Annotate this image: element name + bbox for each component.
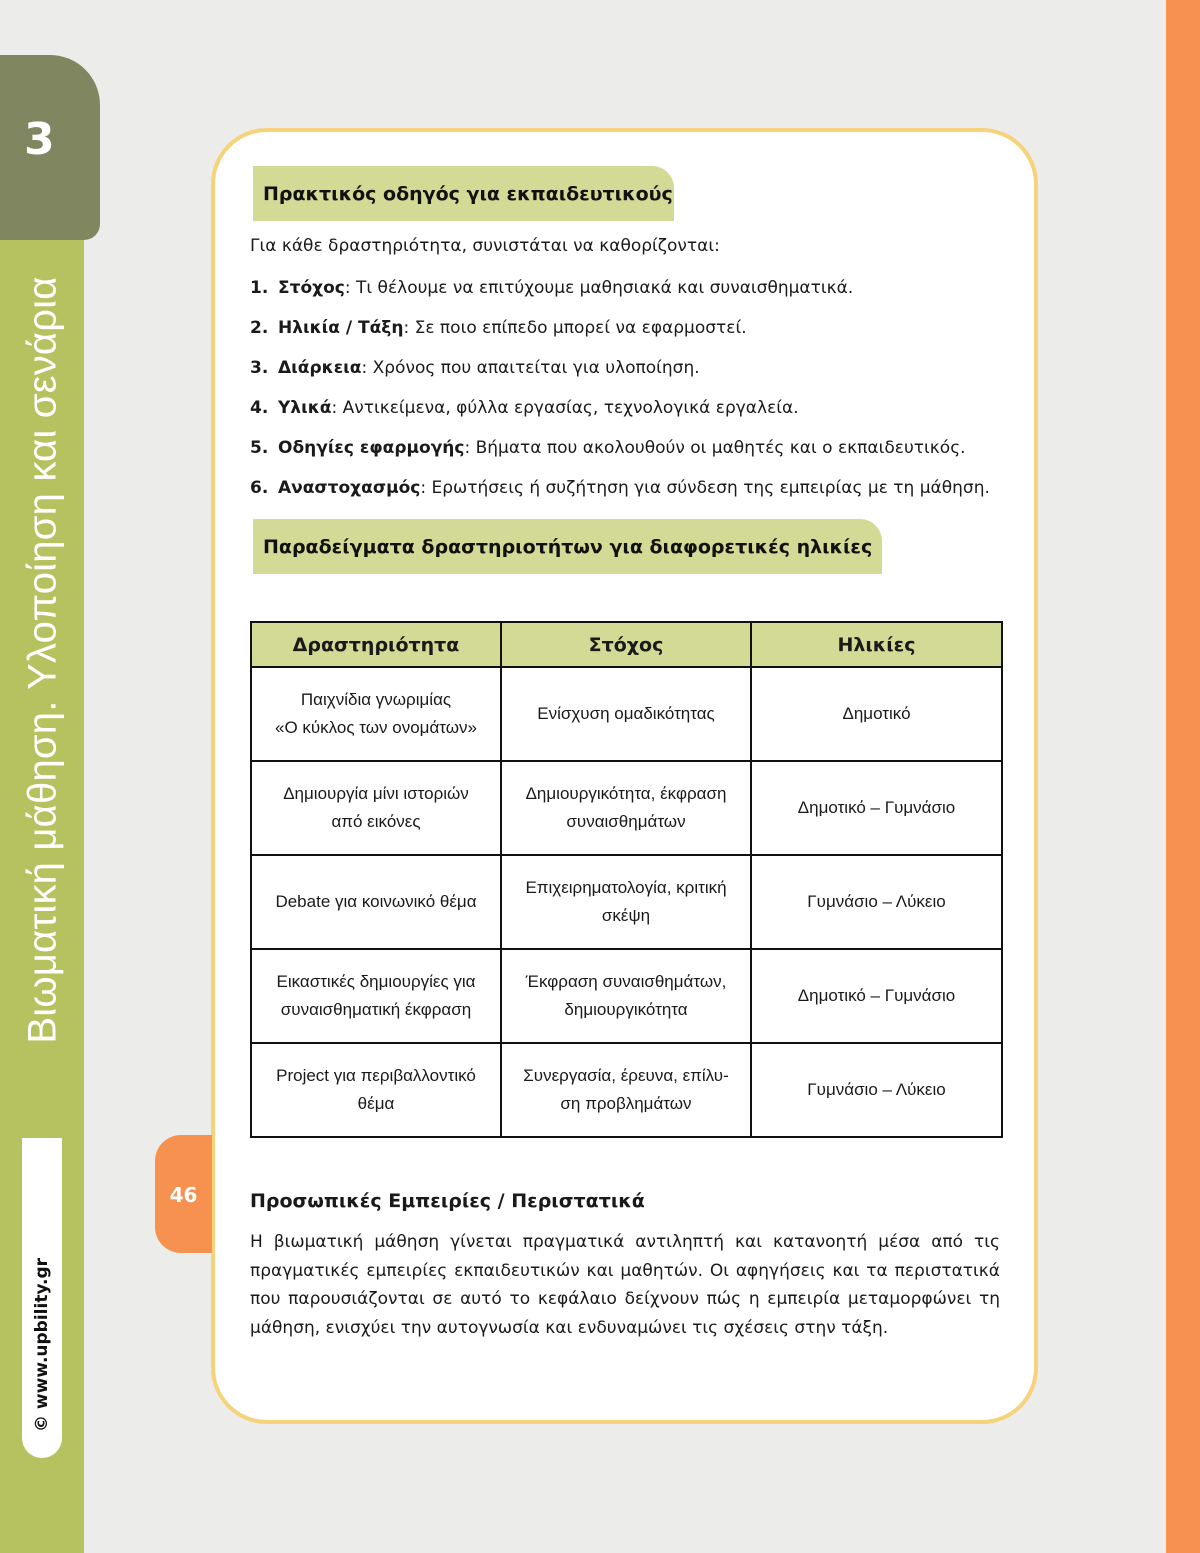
guide-intro: Για κάθε δραστηριότητα, συνιστάται να καθορίζονται:: [250, 236, 720, 256]
activity-cell-line: Δημιουργία μίνι ιστοριών: [283, 784, 469, 803]
step-description: : Βήματα που ακολουθούν οι μαθητές και ο εκπαιδευτικός.: [464, 438, 966, 458]
goal-cell-line: δημιουργικότητα: [564, 1000, 688, 1019]
step-description: : Ερωτήσεις ή συζήτηση για σύνδεση της εμπειρίας με τη μάθηση.: [420, 478, 990, 498]
chapter-title-vertical: Βιωματική μάθηση. Υλοποίηση και σενάρια: [20, 276, 65, 1044]
ages-cell: Δημοτικό: [751, 667, 1002, 761]
ages-cell: Γυμνάσιο – Λύκειο: [751, 855, 1002, 949]
guide-steps-list: [250, 276, 990, 516]
step-number: 2.: [250, 318, 269, 338]
step-term: Οδηγίες εφαρμογής: [278, 438, 465, 458]
page-number: 46: [169, 1183, 198, 1207]
activity-cell: [251, 949, 501, 1043]
copyright-text: © www.upbility.gr: [32, 1258, 52, 1432]
activity-cell: [251, 1043, 501, 1137]
column-header-activity: Δραστηριότητα: [251, 622, 501, 667]
activity-cell: [251, 667, 501, 761]
examples-heading: Παραδείγματα δραστηριοτήτων για διαφορετικές ηλικίες: [253, 519, 882, 574]
step-number: 1.: [250, 278, 269, 298]
goal-cell-line: ση προβλημάτων: [560, 1094, 692, 1113]
goal-cell-line: συναισθημάτων: [566, 812, 686, 831]
table-row: [251, 761, 1002, 855]
ages-cell: Δημοτικό – Γυμνάσιο: [751, 761, 1002, 855]
activity-cell-line: θέμα: [357, 1094, 395, 1113]
step-number: 3.: [250, 358, 269, 378]
experiences-body: Η βιωματική μάθηση γίνεται πραγματικά αντιληπτή και κατανοητή μέσα από τις πραγματικές εμπειρίες εκπαιδευτικών και μαθητών. Οι αφηγήσεις και τα περιστατικά που παρουσιάζονται σε αυτό το κεφάλαιο δείχνουν πώς η εμπειρία μεταμορφώνει τη μάθηση, ενισχύει την αυτογνωσία και ενδυναμώνει τις σχέσεις στην τάξη.: [250, 1232, 1000, 1338]
guide-step: [250, 316, 990, 356]
table-row: [251, 855, 1002, 949]
guide-step: [250, 356, 990, 396]
step-description: : Χρόνος που απαιτείται για υλοποίηση.: [361, 358, 700, 378]
chapter-number: 3: [24, 114, 55, 165]
goal-cell-line: Επιχειρηματολογία, κριτική: [525, 878, 727, 897]
goal-cell: [501, 1043, 751, 1137]
goal-cell-line: σκέψη: [601, 906, 651, 925]
goal-cell: [501, 949, 751, 1043]
goal-cell-line: Έκφραση συναισθημάτων,: [525, 972, 727, 991]
step-description: : Τι θέλουμε να επιτύχουμε μαθησιακά και συναισθηματικά.: [344, 278, 854, 298]
table-row: [251, 1043, 1002, 1137]
goal-cell-line: Ενίσχυση ομαδικότητας: [537, 704, 715, 723]
ages-cell: Γυμνάσιο – Λύκειο: [751, 1043, 1002, 1137]
step-term: Αναστοχασμός: [278, 478, 421, 498]
table-row: [251, 949, 1002, 1043]
step-term: Ηλικία / Τάξη: [278, 318, 404, 338]
column-header-ages: Ηλικίες: [751, 622, 1002, 667]
activity-cell-line: Project για περιβαλλοντικό: [276, 1066, 476, 1085]
guide-heading: Πρακτικός οδηγός για εκπαιδευτικούς: [253, 166, 674, 221]
step-number: 5.: [250, 438, 269, 458]
goal-cell-line: Δημιουργικότητα, έκφραση: [525, 784, 727, 803]
table-row: [251, 667, 1002, 761]
column-header-goal: Στόχος: [501, 622, 751, 667]
activity-cell-line: από εικόνες: [331, 812, 421, 831]
activity-cell-line: «Ο κύκλος των ονομάτων»: [274, 718, 478, 737]
ages-cell: Δημοτικό – Γυμνάσιο: [751, 949, 1002, 1043]
goal-cell: [501, 761, 751, 855]
step-description: : Σε ποιο επίπεδο μπορεί να εφαρμοστεί.: [403, 318, 747, 338]
guide-step: [250, 396, 990, 436]
activity-cell-line: Παιχνίδια γνωριμίας: [300, 690, 452, 709]
activities-table: [250, 621, 1003, 1138]
right-accent-strip: [1166, 0, 1200, 1553]
activity-cell: [251, 761, 501, 855]
goal-cell: [501, 855, 751, 949]
experiences-heading: Προσωπικές Εμπειρίες / Περιστατικά: [250, 1190, 645, 1212]
activity-cell: [251, 855, 501, 949]
step-term: Υλικά: [278, 398, 332, 418]
step-description: : Αντικείμενα, φύλλα εργασίας, τεχνολογικά εργαλεία.: [331, 398, 799, 418]
step-number: 6.: [250, 478, 269, 498]
step-term: Διάρκεια: [278, 358, 362, 378]
activity-cell-line: Εικαστικές δημιουργίες για: [276, 972, 476, 991]
activity-cell-line: Debate για κοινωνικό θέμα: [275, 892, 477, 911]
guide-step: [250, 276, 990, 316]
activity-cell-line: συναισθηματική έκφραση: [280, 1000, 472, 1019]
table-header-row: [251, 622, 1002, 667]
step-term: Στόχος: [278, 278, 345, 298]
guide-step: [250, 476, 990, 516]
goal-cell-line: Συνεργασία, έρευνα, επίλυ-: [523, 1066, 729, 1085]
step-number: 4.: [250, 398, 269, 418]
guide-step: [250, 436, 990, 476]
goal-cell: [501, 667, 751, 761]
